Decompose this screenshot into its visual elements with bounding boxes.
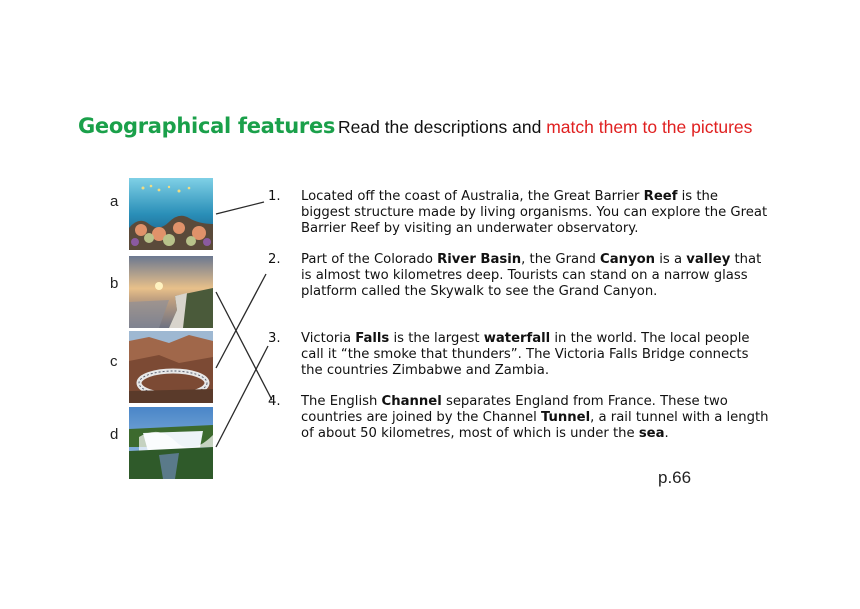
item-number: 4.	[268, 394, 281, 409]
item-number: 1.	[268, 189, 281, 204]
item-text: Located off the coast of Australia, the Great Barrier Reef is the biggest structure made by living organisms. You can explore the Great Barrier Reef by visiting an underwater observatory.	[301, 189, 768, 237]
match-line-c-2	[216, 274, 266, 368]
item-text: Victoria Falls is the largest waterfall in the world. The local people call it “the smoke that thunders”. The Victoria Falls Bridge connects the countries Zimbabwe and Zambia.	[301, 331, 750, 379]
picture-letter-a: a	[110, 193, 119, 210]
item-number: 3.	[268, 331, 281, 346]
match-line-a-1	[216, 202, 264, 214]
section-heading: Geographical features	[78, 114, 336, 138]
item-text: Part of the Colorado River Basin, the Grand Canyon is a valley that is almost two kilometres deep. Tourists can stand on a narrow glass platform called the Skywalk to see the Grand Canyon.	[301, 252, 762, 300]
picture-letter-d: d	[110, 426, 119, 443]
page-number: p.66	[658, 468, 692, 487]
match-line-b-4	[216, 292, 272, 400]
instruction-highlight: match them to the pictures	[546, 117, 753, 137]
instruction-plain: Read the descriptions and	[338, 117, 547, 137]
item-text: The English Channel separates England from France. These two countries are joined by the Channel Tunnel, a rail tunnel with a length of about 50 kilometres, most of which is under the sea.	[301, 394, 769, 442]
picture-letter-b: b	[110, 275, 119, 292]
item-number: 2.	[268, 252, 281, 267]
picture-letter-c: c	[110, 353, 118, 370]
match-line-d-3	[216, 346, 268, 447]
